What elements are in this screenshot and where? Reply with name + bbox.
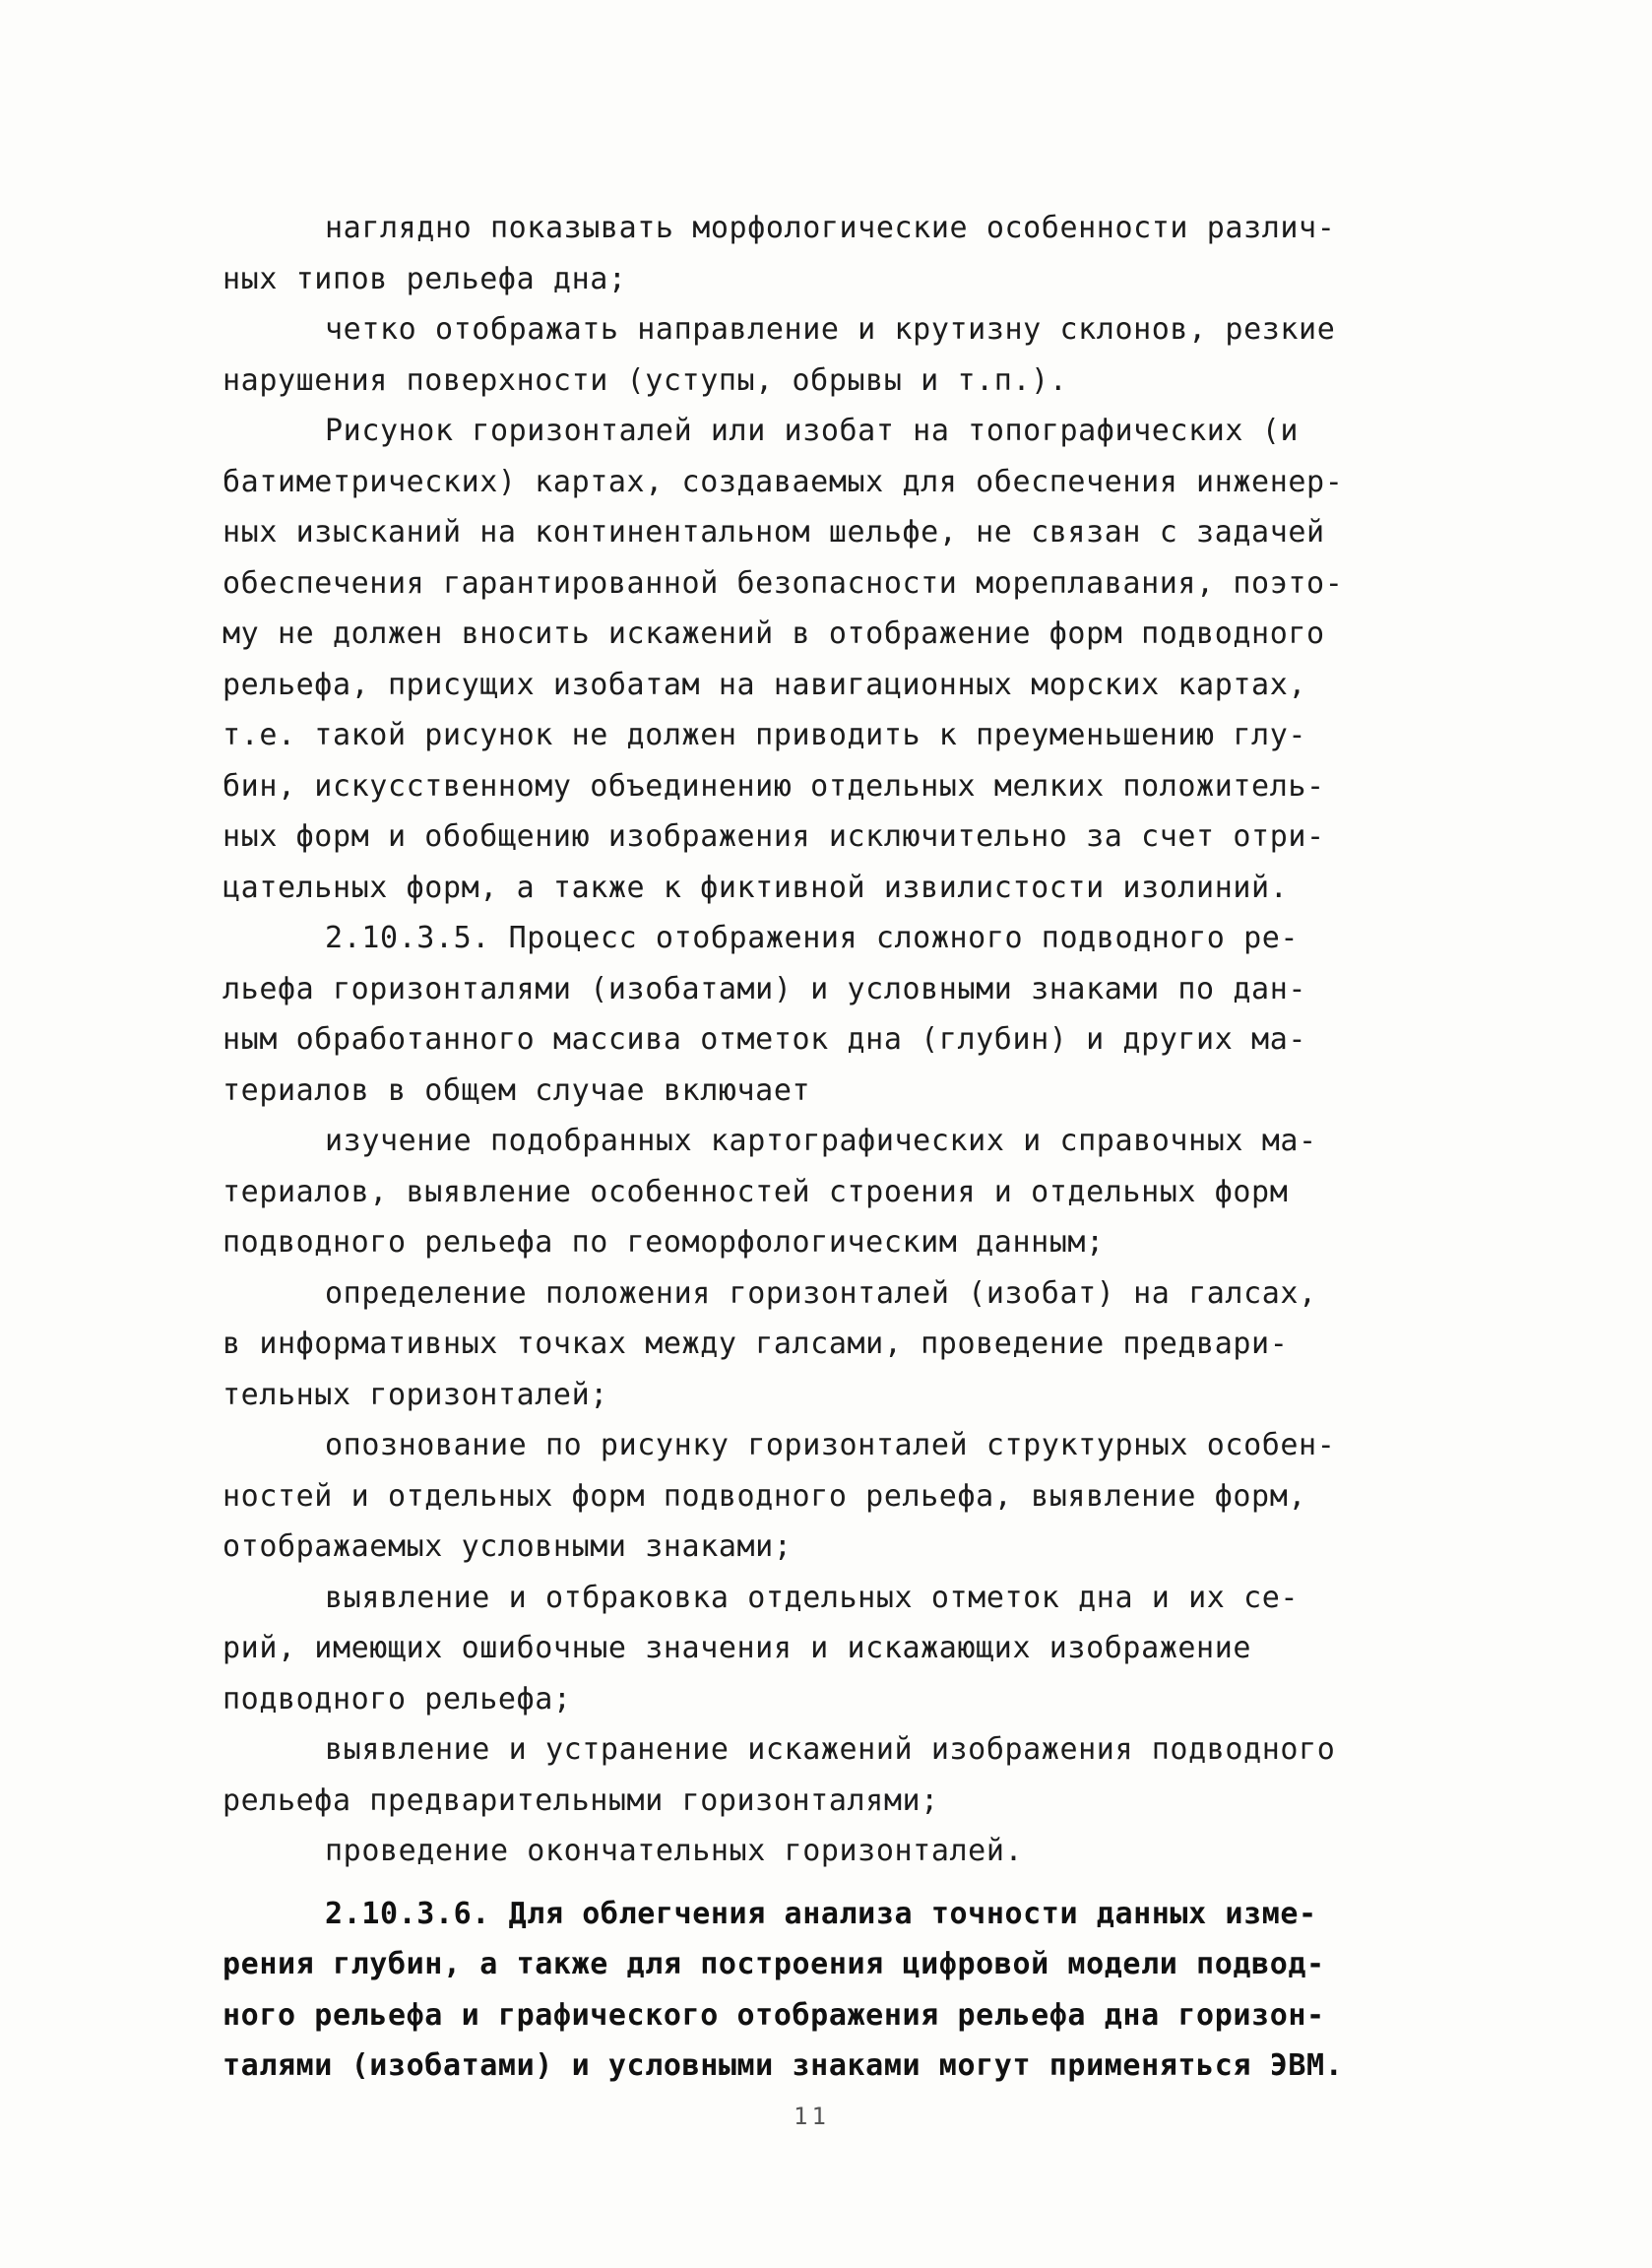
text-line: ного рельефа и графического отображения рельефа дна горизон-: [222, 1997, 1325, 2033]
text-line: наглядно показывать морфологические особенности различ-: [325, 211, 1336, 245]
text-line: ным обработанного массива отметок дна (глубин) и других ма-: [222, 1022, 1307, 1057]
section-heading-line: 2.10.3.6. Для облегчения анализа точности данных изме-: [325, 1896, 1317, 1931]
text-line: ных форм и обобщению изображения исключительно за счет отри-: [222, 819, 1325, 854]
text-line: талями (изобатами) и условными знаками могут применяться ЭВМ.: [222, 2048, 1344, 2083]
body-text: [222, 203, 1465, 2092]
text-line: рий, имеющих ошибочные значения и искажающих изображение: [222, 1631, 1252, 1665]
text-line: четко отображать направление и крутизну склонов, резкие: [325, 312, 1336, 347]
text-line: териалов, выявление особенностей строения и отдельных форм: [222, 1174, 1289, 1209]
text-line: т.е. такой рисунок не должен приводить к преуменьшению глу-: [222, 718, 1307, 752]
list-item-line: проведение окончательных горизонталей.: [325, 1834, 1024, 1868]
text-line: тельных горизонталей;: [222, 1377, 608, 1412]
text-line: ностей и отдельных форм подводного рельефа, выявление форм,: [222, 1478, 1307, 1514]
text-line: подводного рельефа;: [222, 1681, 572, 1717]
text-line: ных типов рельефа дна;: [222, 261, 627, 296]
text-line: обеспечения гарантированной безопасности мореплавания, поэто-: [222, 565, 1344, 601]
list-item-line: опознование по рисунку горизонталей структурных особен-: [325, 1428, 1336, 1462]
list-item-line: изучение подобранных картографических и справочных ма-: [325, 1124, 1317, 1158]
list-item-line: определение положения горизонталей (изобат) на галсах,: [325, 1275, 1317, 1311]
text-line: ных изысканий на континентальном шельфе, не связан с задачей: [222, 515, 1325, 550]
list-item-line: выявление и устранение искажений изображения подводного: [325, 1732, 1336, 1767]
list-item-line: выявление и отбраковка отдельных отметок дна и их се-: [325, 1580, 1300, 1615]
text-line: рения глубин, а также для построения цифровой модели подвод-: [222, 1947, 1325, 1981]
text-line: рельефа предварительными горизонталями;: [222, 1782, 939, 1818]
text-line: батиметрических) картах, создаваемых для обеспечения инженер-: [222, 464, 1344, 499]
text-line: льефа горизонталями (изобатами) и условными знаками по дан-: [222, 971, 1307, 1006]
text-line: рельефа, присущих изобатам на навигационных морских картах,: [222, 667, 1307, 702]
section-heading-line: 2.10.3.5. Процесс отображения сложного подводного ре-: [325, 921, 1300, 955]
text-line: в информативных точках между галсами, проведение предвари-: [222, 1327, 1289, 1361]
page-number: 11: [794, 2103, 830, 2130]
text-line: бин, искусственному объединению отдельных мелких положитель-: [222, 768, 1325, 804]
text-line: териалов в общем случае включает: [222, 1072, 811, 1108]
text-line: цательных форм, а также к фиктивной извилистости изолиний.: [222, 870, 1289, 905]
text-line: подводного рельефа по геоморфологическим данным;: [222, 1225, 1105, 1260]
text-line: Рисунок горизонталей или изобат на топографических (и: [325, 414, 1300, 448]
text-line: нарушения поверхности (уступы, обрывы и т.п.).: [222, 362, 1068, 398]
text-line: отображаемых условными знаками;: [222, 1529, 793, 1564]
text-line: му не должен вносить искажений в отображение форм подводного: [222, 616, 1325, 651]
